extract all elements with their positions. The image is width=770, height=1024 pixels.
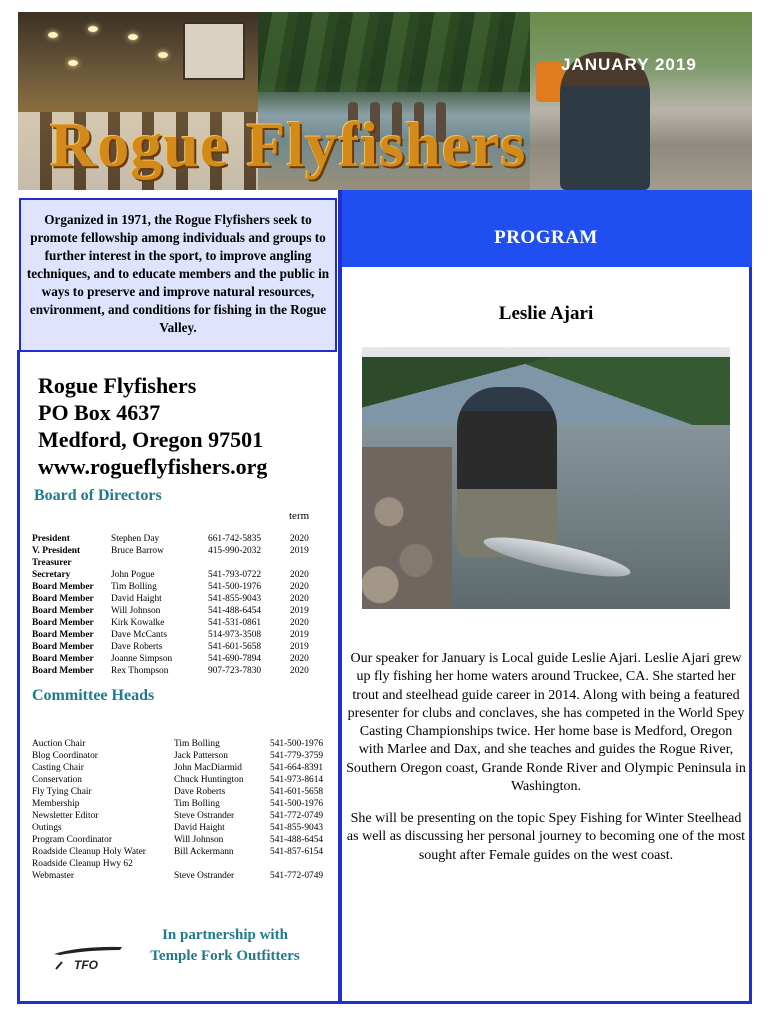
committee-name: Steve Ostrander [174,811,235,821]
club-address [38,372,267,480]
committee-row [32,798,340,810]
committee-name: Steve Ostrander [174,871,235,881]
board-term: 2020 [290,582,309,592]
committee-role: Auction Chair [32,739,86,749]
board-term: 2020 [290,666,309,676]
board-row [32,593,320,605]
board-term [290,557,320,569]
board-name: Kirk Kowalke [111,618,165,628]
po-box: PO Box 4637 [38,400,161,425]
board-term: 2020 [290,534,309,544]
committee-name: Tim Bolling [174,739,220,749]
committee-row [32,858,340,870]
committee-name: Tim Bolling [174,799,220,809]
presentation-topic: She will be presenting on the topic Spey Fishing for Winter Steelhead as well as discussing her personal journey to becoming one of the most sought after Female guides on the west coast. [346,811,746,863]
board-term: 2019 [290,642,309,652]
board-row [32,569,320,581]
board-name: Rex Thompson [111,666,169,676]
committee-name: Will Johnson [174,835,224,845]
board-phone: 541-690-7894 [208,654,262,664]
board-phone: 541-500-1976 [208,582,262,592]
svg-text:TFO: TFO [74,958,98,972]
board-row [32,533,320,545]
board-title: Board Member [32,594,94,604]
speaker-name: Leslie Ajari [498,303,594,324]
board-term: 2019 [290,546,309,556]
board-row [32,581,320,593]
left-border [17,350,20,1004]
partnership-line: In partnership with [162,927,288,943]
board-title: Board Member [32,630,94,640]
committee-phone: 541-601-5658 [270,787,324,797]
board-name: Joanne Simpson [111,654,173,664]
board-heading: Board of Directors [34,487,162,504]
board-term: 2019 [290,630,309,640]
committee-row [32,774,340,786]
committee-role: Program Coordinator [32,835,112,845]
program-heading: PROGRAM [494,227,598,248]
committee-row [32,810,340,822]
committee-phone: 541-488-6454 [270,835,324,845]
board-term: 2020 [290,594,309,604]
tfo-logo-icon [50,942,124,972]
committee-role: Casting Chair [32,763,84,773]
committee-name: John MacDiarmid [174,763,242,773]
committee-phone: 541-772-0749 [270,811,324,821]
committee-role: Fly Tying Chair [32,787,92,797]
committee-role: Roadside Cleanup Hwy 62 [32,859,133,869]
city-state-zip: Medford, Oregon 97501 [38,427,264,452]
committee-phone: 541-772-0749 [270,871,324,881]
board-row [32,557,320,569]
committee-phone: 541-500-1976 [270,739,324,749]
speaker-photo [362,347,730,609]
board-name: Will Johnson [111,606,161,616]
board-title: Board Member [32,654,94,664]
board-row [32,605,320,617]
committee-row [32,762,340,774]
board-title: Board Member [32,606,94,616]
mission-statement: Organized in 1971, the Rogue Flyfishers seek to promote fellowship among individuals and groups to further interest in the sport, to improve angling techniques, and to educate members and the public in ways to preserve and improve natural resources, environment, and conditions for fishing in the Rogue Valley. [19,198,337,352]
committee-heading: Committee Heads [32,687,155,704]
committee-role: Webmaster [32,871,74,881]
partnership-note [130,925,320,967]
board-row [32,545,320,557]
riverbank-anglers-photo [530,12,752,190]
board-phone: 541-855-9043 [208,594,262,604]
board-term: 2019 [290,606,309,616]
board-phone: 415-990-2032 [208,546,262,556]
speaker-bio: Our speaker for January is Local guide Leslie Ajari. Leslie Ajari grew up fly fishing her home waters around Truckee, CA. She started her trout and steelhead guide career in 2014. Along with being a featured presenter for clubs and conclaves, she has competed in the World Spey Casting Championships twice. Her home base is Medford, Oregon with Marlee and Dax, and she teaches and guides the Rogue River, Southern Oregon coast, Grande Ronde River and Olympic Peninsula in Washington. [346,651,746,795]
term-column-label: term [289,510,310,522]
committee-name: Bill Ackermann [174,847,234,857]
committee-row [32,846,340,858]
board-name: Bruce Barrow [111,546,164,556]
board-name: Dave McCants [111,630,167,640]
bottom-border [17,1001,752,1004]
committee-role: Membership [32,799,80,809]
committee-row [32,870,340,882]
committee-role: Newsletter Editor [32,811,99,821]
board-phone: 514-973-3508 [208,630,262,640]
partner-name: Temple Fork Outfitters [150,948,300,964]
header-banner [18,12,752,190]
board-name: Tim Bolling [111,582,157,592]
committee-row [32,834,340,846]
committee-phone [270,858,340,870]
board-title: Board Member [32,642,94,652]
board-title: Board Member [32,582,94,592]
board-title: Board Member [32,666,94,676]
board-name: David Haight [111,594,162,604]
board-title: Treasurer [32,558,72,568]
committee-phone: 541-664-8391 [270,763,324,773]
board-row [32,665,320,677]
committee-role: Conservation [32,775,82,785]
board-term: 2020 [290,618,309,628]
committee-name: Dave Roberts [174,787,226,797]
committee-phone: 541-973-8614 [270,775,324,785]
board-title: President [32,534,70,544]
club-name: Rogue Flyfishers [38,373,197,398]
board-phone: 541-793-0722 [208,570,262,580]
committee-row [32,786,340,798]
board-phone [208,557,290,569]
committee-role: Outings [32,823,62,833]
committee-role: Blog Coordinator [32,751,98,761]
board-term: 2020 [290,570,309,580]
board-name [111,557,208,569]
newsletter-title: Rogue Flyfishers [50,109,527,180]
committee-row [32,738,340,750]
committee-name: David Haight [174,823,225,833]
board-row [32,641,320,653]
board-title: Board Member [32,618,94,628]
website-link[interactable]: www.rogueflyfishers.org [38,454,268,479]
board-phone: 907-723-7830 [208,666,262,676]
board-row [32,653,320,665]
committee-row [32,822,340,834]
committee-phone: 541-857-6154 [270,847,324,857]
board-row [32,617,320,629]
board-row [32,629,320,641]
committee-phone: 541-779-3759 [270,751,324,761]
committee-name: Jack Patterson [174,751,228,761]
board-phone: 541-601-5658 [208,642,262,652]
committee-table [32,738,340,882]
board-name: John Pogue [111,570,155,580]
issue-date: JANUARY 2019 [561,55,697,74]
board-phone: 661-742-5835 [208,534,262,544]
board-phone: 541-488-6454 [208,606,262,616]
committee-name [174,858,270,870]
board-term: 2020 [290,654,309,664]
board-name: Dave Roberts [111,642,163,652]
board-title: Secretary [32,570,71,580]
board-title: V. President [32,546,81,556]
committee-phone: 541-855-9043 [270,823,324,833]
board-name: Stephen Day [111,534,160,544]
board-phone: 541-531-0861 [208,618,262,628]
board-table [32,533,320,677]
committee-name: Chuck Huntington [174,775,244,785]
committee-phone: 541-500-1976 [270,799,324,809]
committee-row [32,750,340,762]
committee-role: Roadside Cleanup Holy Water [32,847,146,857]
